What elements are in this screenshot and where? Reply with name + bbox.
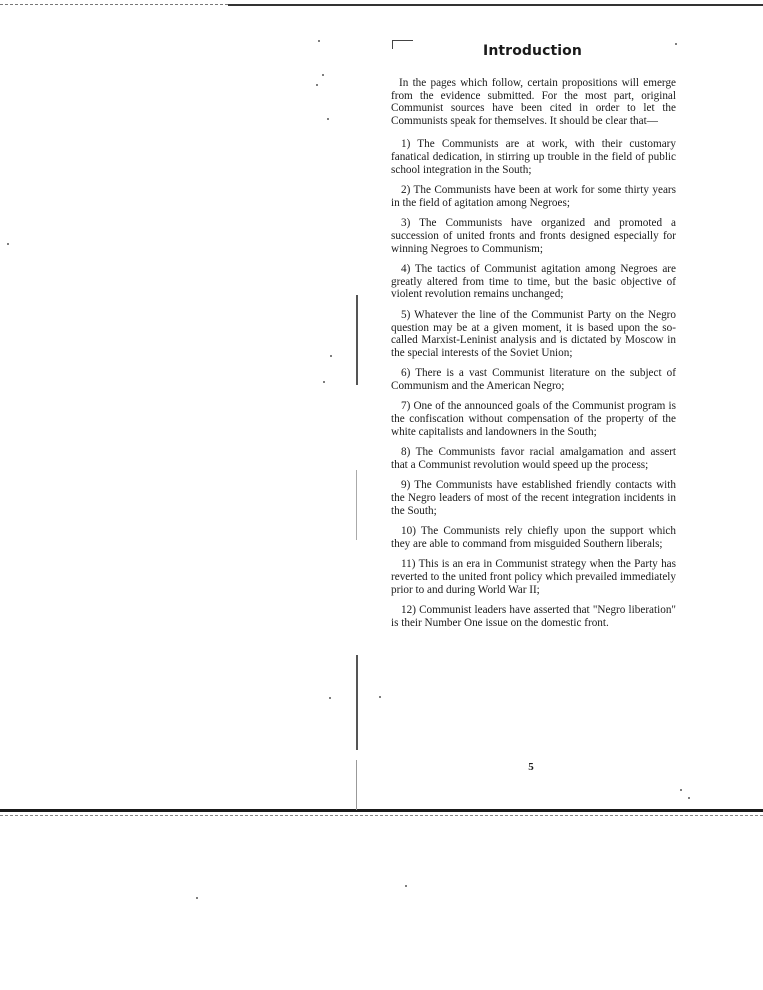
scan-speck — [405, 885, 407, 887]
scan-speck — [327, 118, 329, 120]
scan-speck — [379, 696, 381, 698]
list-item: 6) There is a vast Communist literature on the subject of Communism and the American Negro; — [391, 367, 676, 392]
bottom-page-edge — [0, 809, 763, 812]
page-title: Introduction — [483, 43, 582, 59]
body-text — [391, 77, 676, 637]
list-item: 7) One of the announced goals of the Communist program is the confiscation without compensation of the property of the white capitalists and landowners in the South; — [391, 400, 676, 438]
list-item: 1) The Communists are at work, with their customary fanatical dedication, in stirring up trouble in the field of public school integration in the South; — [391, 138, 676, 176]
scan-speck — [680, 789, 682, 791]
gutter-shadow — [356, 760, 357, 810]
scan-speck — [322, 74, 324, 76]
list-item: 2) The Communists have been at work for some thirty years in the field of agitation among Negroes; — [391, 184, 676, 209]
gutter-shadow — [356, 655, 358, 750]
scan-speck — [329, 697, 331, 699]
top-page-edge — [228, 4, 763, 6]
gutter-shadow — [356, 470, 357, 540]
scan-speck — [323, 381, 325, 383]
list-item: 11) This is an era in Communist strategy when the Party has reverted to the united front policy which prevailed immediately prior to and during World War II; — [391, 558, 676, 596]
intro-paragraph: In the pages which follow, certain propositions will emerge from the evidence submitted. For the most part, original Communist sources have been cited in order to let the Communists speak for themselves. It should be clear that— — [391, 77, 676, 127]
gutter-shadow — [356, 295, 358, 385]
scan-speck — [688, 797, 690, 799]
list-item: 9) The Communists have established friendly contacts with the Negro leaders of most of the recent integration incidents in the South; — [391, 479, 676, 517]
scan-speck — [330, 355, 332, 357]
list-item: 5) Whatever the line of the Communist Party on the Negro question may be at a given moment, it is based upon the so-called Marxist-Leninist analysis and is dictated by Moscow in the special interests of the Soviet Union; — [391, 308, 676, 359]
bottom-edge-rule — [0, 815, 763, 816]
list-item: 8) The Communists favor racial amalgamation and assert that a Communist revolution would speed up the process; — [391, 446, 676, 471]
list-item: 4) The tactics of Communist agitation among Negroes are greatly altered from time to time, but the basic objective of violent revolution remains unchanged; — [391, 263, 676, 301]
page-number: 5 — [528, 761, 534, 773]
scan-speck — [316, 84, 318, 86]
list-item: 12) Communist leaders have asserted that "Negro liberation" is their Number One issue on the domestic front. — [391, 604, 676, 629]
scan-speck — [675, 43, 677, 45]
scan-speck — [196, 897, 198, 899]
scan-speck — [318, 40, 320, 42]
list-item: 10) The Communists rely chiefly upon the support which they are able to command from misguided Southern liberals; — [391, 525, 676, 550]
list-item: 3) The Communists have organized and promoted a succession of united fronts and fronts designed especially for winning Negroes to Communism; — [391, 217, 676, 255]
scan-speck — [7, 243, 9, 245]
